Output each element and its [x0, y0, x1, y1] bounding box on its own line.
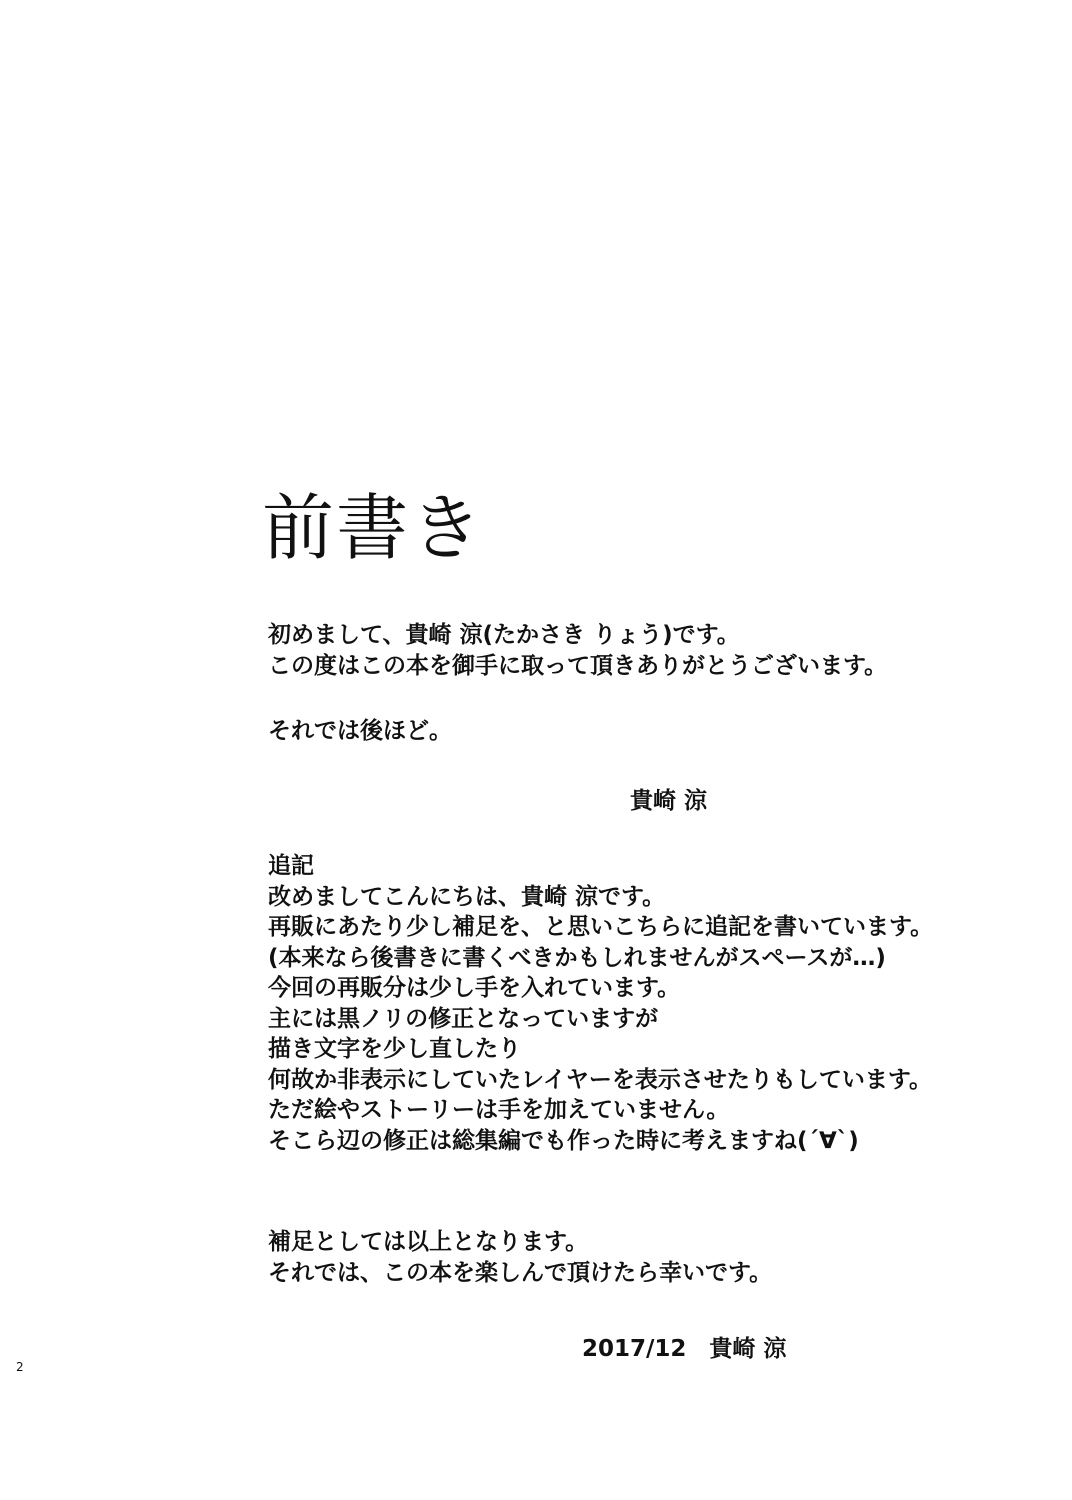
text-line: 主には黒ノリの修正となっていますが — [268, 1005, 659, 1032]
text-line: 初めまして、貴崎 涼(たかさき りょう)です。 — [268, 622, 740, 648]
text-line: 描き文字を少し直したり — [268, 1036, 521, 1062]
author-signature: 貴崎 涼 — [630, 788, 708, 814]
text-line: 改めましてこんにちは、貴崎 涼です。 — [268, 883, 666, 910]
text-line: 今回の再販分は少し手を入れています。 — [268, 975, 681, 1001]
closing-line — [268, 716, 452, 747]
text-line: (本来なら後書きに書くべきかもしれませんがスペースが…) — [268, 944, 886, 971]
text-line: 何故か非表示にしていたレイヤーを表示させたりもしています。 — [268, 1066, 933, 1093]
text-line: 補足としては以上となります。 — [268, 1229, 589, 1255]
text-line: それでは後ほど。 — [268, 718, 452, 744]
text-line: ただ絵やストーリーは手を加えていません。 — [268, 1097, 730, 1123]
dated-signature: 2017/12 貴崎 涼 — [582, 1336, 787, 1362]
text-line: 再販にあたり少し補足を、と思いこちらに追記を書いています。 — [268, 914, 934, 940]
text-line: そこら辺の修正は総集編でも作った時に考えますね(´∀`) — [268, 1127, 859, 1154]
postscript-heading: 追記 — [268, 853, 314, 879]
postscript-paragraph — [268, 851, 933, 1156]
outro-paragraph — [268, 1227, 772, 1288]
text-line: この度はこの本を御手に取って頂きありがとうございます。 — [268, 652, 888, 679]
page-title: 前書き — [262, 486, 485, 570]
text-line: それでは、この本を楽しんで頂けたら幸いです。 — [268, 1259, 773, 1286]
intro-paragraph — [268, 620, 887, 681]
page-number: 2 — [16, 1360, 24, 1374]
